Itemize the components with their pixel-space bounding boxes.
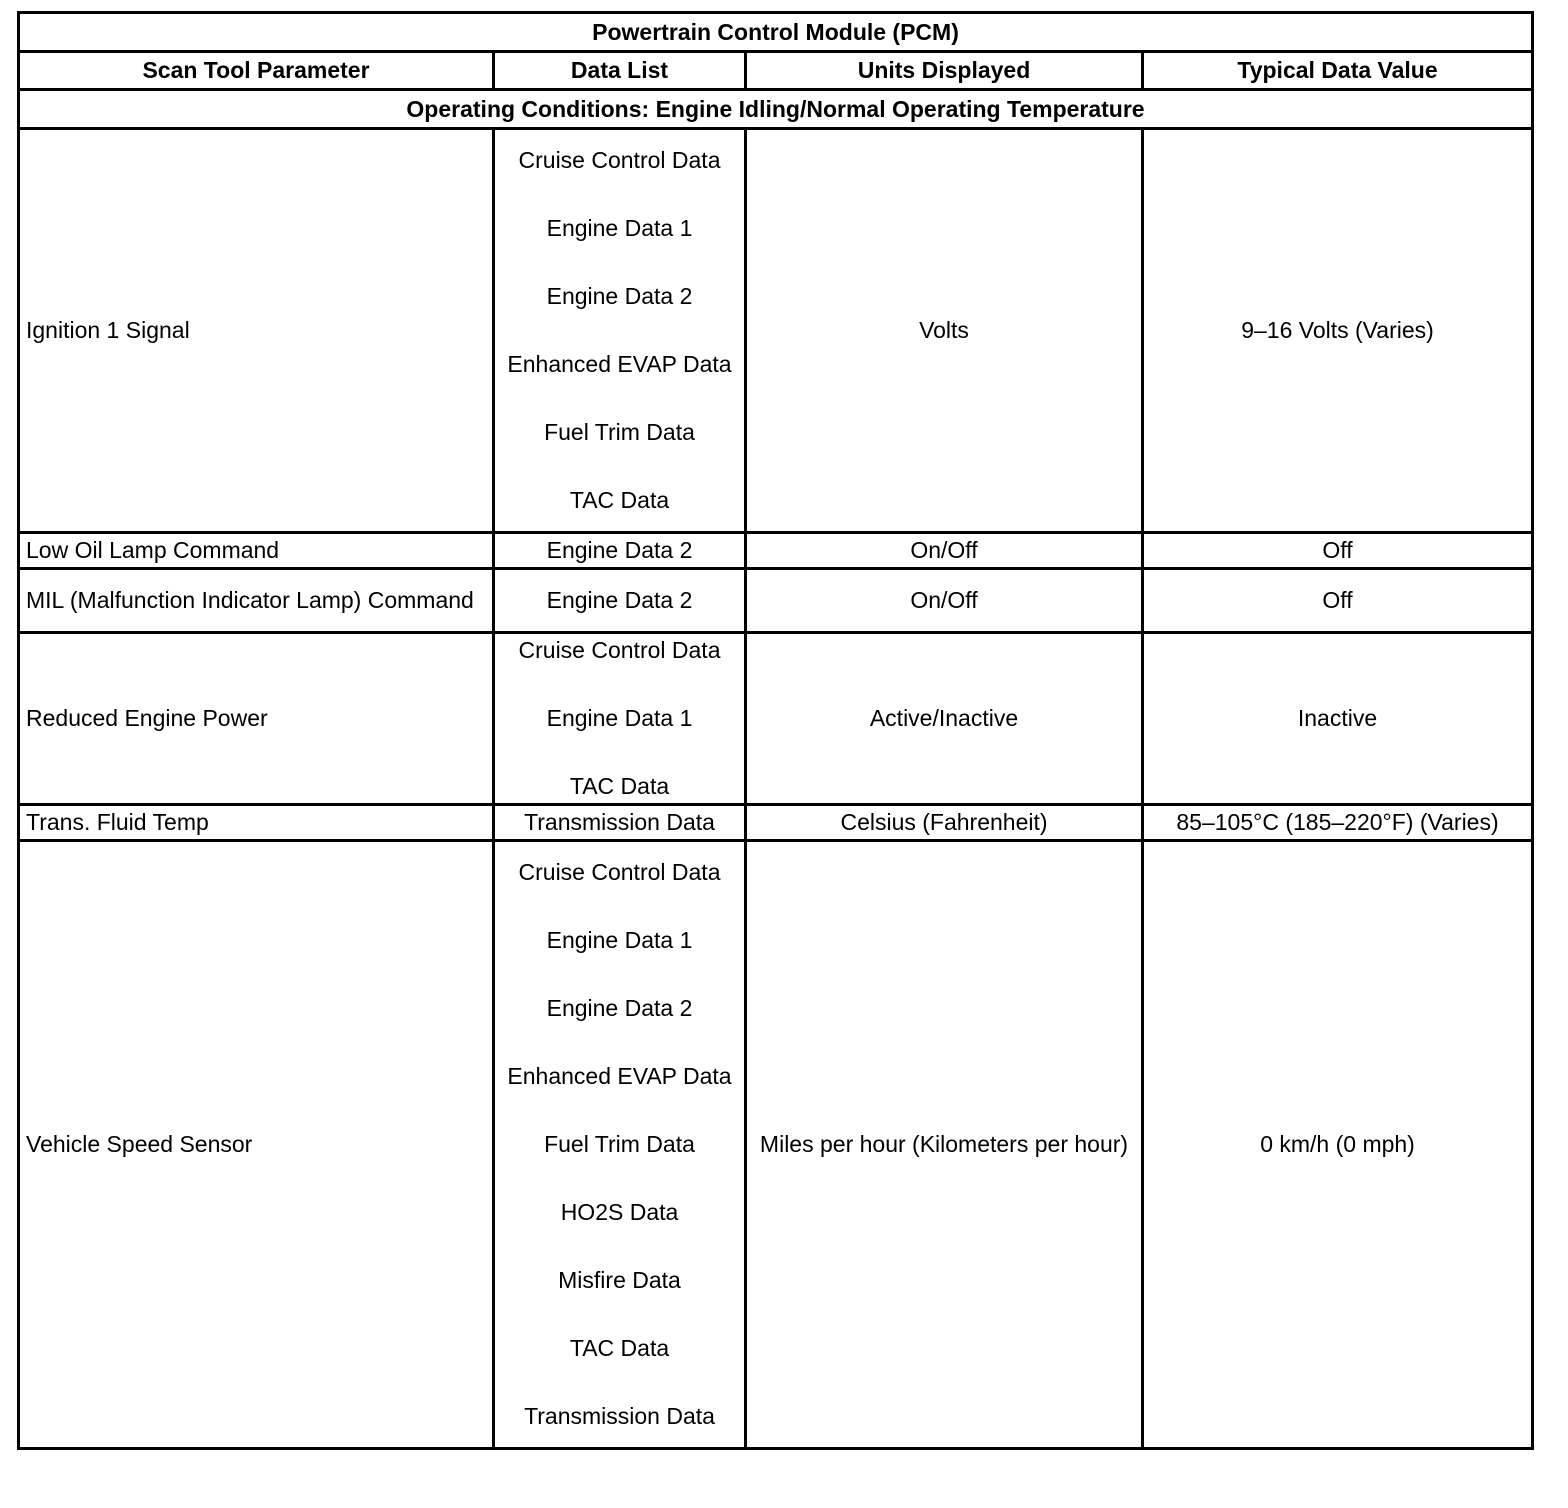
parameter-cell: Low Oil Lamp Command bbox=[19, 533, 494, 569]
data-list-cell bbox=[494, 805, 746, 841]
parameter-cell: Reduced Engine Power bbox=[19, 633, 494, 805]
data-list-item: Fuel Trim Data bbox=[544, 419, 695, 445]
data-list-cell bbox=[494, 533, 746, 569]
data-list-item: Engine Data 1 bbox=[546, 215, 693, 241]
data-list-item: Fuel Trim Data bbox=[544, 1131, 695, 1157]
parameter-cell: MIL (Malfunction Indicator Lamp) Command bbox=[19, 569, 494, 633]
parameter-cell: Ignition 1 Signal bbox=[19, 129, 494, 533]
units-cell: Miles per hour (Kilometers per hour) bbox=[746, 841, 1143, 1449]
typical-value-cell: 9–16 Volts (Varies) bbox=[1143, 129, 1533, 533]
typical-value-cell: Off bbox=[1143, 533, 1533, 569]
data-list-item: Engine Data 2 bbox=[546, 537, 693, 563]
units-cell: Volts bbox=[746, 129, 1143, 533]
data-list-item: Cruise Control Data bbox=[518, 147, 721, 173]
table-row bbox=[19, 841, 1533, 1449]
table-row bbox=[19, 633, 1533, 805]
data-list-item: HO2S Data bbox=[560, 1199, 679, 1225]
typical-value-cell: Inactive bbox=[1143, 633, 1533, 805]
typical-value-cell: 0 km/h (0 mph) bbox=[1143, 841, 1533, 1449]
data-list-item: Cruise Control Data bbox=[518, 859, 721, 885]
table-row bbox=[19, 533, 1533, 569]
table-row bbox=[19, 805, 1533, 841]
header-typical-data-value: Typical Data Value bbox=[1143, 52, 1533, 90]
data-list-cell bbox=[494, 129, 746, 533]
units-cell: On/Off bbox=[746, 569, 1143, 633]
data-list-item: Enhanced EVAP Data bbox=[507, 351, 732, 377]
table-row bbox=[19, 569, 1533, 633]
data-list-item: Engine Data 2 bbox=[546, 283, 693, 309]
data-list-item: TAC Data bbox=[569, 773, 670, 799]
data-list-item: Transmission Data bbox=[524, 1403, 715, 1429]
data-list-item: TAC Data bbox=[569, 1335, 670, 1361]
operating-conditions: Operating Conditions: Engine Idling/Normal Operating Temperature bbox=[19, 90, 1533, 129]
data-list-item: Engine Data 2 bbox=[546, 587, 693, 613]
typical-value-cell: 85–105°C (185–220°F) (Varies) bbox=[1143, 805, 1533, 841]
data-list-item: Engine Data 1 bbox=[546, 705, 693, 731]
data-list-item: Engine Data 1 bbox=[546, 927, 693, 953]
table-title: Powertrain Control Module (PCM) bbox=[19, 13, 1533, 52]
units-cell: On/Off bbox=[746, 533, 1143, 569]
units-cell: Celsius (Fahrenheit) bbox=[746, 805, 1143, 841]
typical-value-cell: Off bbox=[1143, 569, 1533, 633]
operating-conditions-row bbox=[19, 90, 1533, 129]
data-list-item: Enhanced EVAP Data bbox=[507, 1063, 732, 1089]
header-units-displayed: Units Displayed bbox=[746, 52, 1143, 90]
header-data-list: Data List bbox=[494, 52, 746, 90]
pcm-data-table bbox=[17, 11, 1534, 1450]
table-row bbox=[19, 129, 1533, 533]
data-list-cell bbox=[494, 569, 746, 633]
parameter-cell: Trans. Fluid Temp bbox=[19, 805, 494, 841]
data-list-item: Engine Data 2 bbox=[546, 995, 693, 1021]
data-list-item: Transmission Data bbox=[524, 809, 715, 835]
header-scan-tool-parameter: Scan Tool Parameter bbox=[19, 52, 494, 90]
table-title-row bbox=[19, 13, 1533, 52]
data-list-cell bbox=[494, 841, 746, 1449]
parameter-cell: Vehicle Speed Sensor bbox=[19, 841, 494, 1449]
data-list-cell bbox=[494, 633, 746, 805]
data-list-item: TAC Data bbox=[569, 487, 670, 513]
column-header-row bbox=[19, 52, 1533, 90]
data-list-item: Misfire Data bbox=[558, 1267, 681, 1293]
data-list-item: Cruise Control Data bbox=[518, 637, 721, 663]
units-cell: Active/Inactive bbox=[746, 633, 1143, 805]
